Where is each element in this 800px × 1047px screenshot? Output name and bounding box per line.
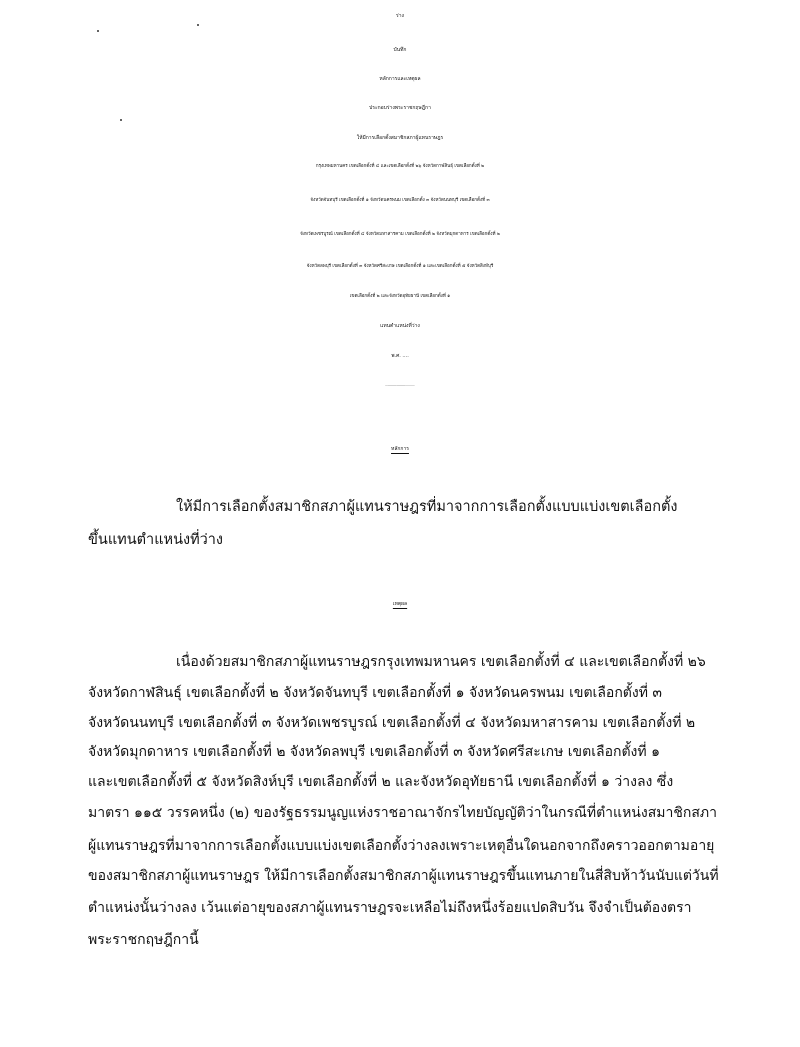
header-divider: ----------------------------- <box>385 383 415 387</box>
reason-line: ของสมาชิกสภาผู้แทนราษฎร ให้มีการเลือกตั้งสมาชิกสภาผู้แทนราษฎรขึ้นแทนภายในสี่สิบห้าวันนับแต่วันที่ <box>88 868 719 884</box>
districts-line-2: จังหวัดจันทบุรี เขตเลือกตั้งที่ ๑ จังหวัดนครพนม เขตเลือกตั้ง ๓ จังหวัดนนทบุรี เขตเลือกตั้งที่ ๓ <box>310 198 490 203</box>
scan-speck <box>97 30 99 32</box>
districts-line-1: กรุงเทพมหานคร เขตเลือกตั้งที่ ๔ และเขตเลือกตั้งที่ ๒๖ จังหวัดกาฬสินธุ์ เขตเลือกตั้งที่ ๒ <box>315 164 485 169</box>
reason-line: จังหวัดนนทบุรี เขตเลือกตั้งที่ ๓ จังหวัดเพชรบูรณ์ เขตเลือกตั้งที่ ๔ จังหวัดมหาสารคาม เขตเลือกตั้งที่ ๒ <box>88 715 696 731</box>
districts-line-4: จังหวัดลพบุรี เขตเลือกตั้งที่ ๓ จังหวัดศรีสะเกษ เขตเลือกตั้งที่ ๑ และเขตเลือกตั้งที่ ๕ จังหวัดสิงห์บุรี <box>306 264 494 269</box>
reason-heading: เหตุผล <box>392 601 408 607</box>
vacancy-line: แทนตำแหน่งที่ว่าง <box>380 323 420 329</box>
accompanying-decree-title: ประกอบร่างพระราชกฤษฎีกา <box>369 105 431 111</box>
principle-line-2: ขึ้นแทนตำแหน่งที่ว่าง <box>88 532 224 548</box>
reason-line: พระราชกฤษฎีกานี้ <box>88 932 199 948</box>
memo-title: บันทึก <box>393 47 407 53</box>
reason-line: ตำแหน่งนั้นว่างลง เว้นแต่อายุของสภาผู้แทนราษฎรจะเหลือไม่ถึงหนึ่งร้อยแปดสิบวัน จึงจำเป็นต้องตรา <box>88 900 692 916</box>
scan-speck <box>120 119 122 121</box>
reason-line: มาตรา ๑๑๕ วรรคหนึ่ง (๒) ของรัฐธรรมนูญแห่งราชอาณาจักรไทยบัญญัติว่าในกรณีที่ตำแหน่งสมาชิกสภา <box>88 805 717 821</box>
reason-line: เนื่องด้วยสมาชิกสภาผู้แทนราษฎรกรุงเทพมหานคร เขตเลือกตั้งที่ ๔ และเขตเลือกตั้งที่ ๒๖ <box>176 654 706 670</box>
principle-heading: หลักการ <box>391 446 409 452</box>
reason-line: จังหวัดมุกดาหาร เขตเลือกตั้งที่ ๒ จังหวัดลพบุรี เขตเลือกตั้งที่ ๓ จังหวัดศรีสะเกษ เขตเลือกตั้งที่ ๑ <box>88 744 660 760</box>
reason-line: ผู้แทนราษฎรที่มาจากการเลือกตั้งแบบแบ่งเขตเลือกตั้งว่างลงเพราะเหตุอื่นใดนอกจากถึงคราวออกตามอายุ <box>88 838 715 854</box>
districts-line-5: เขตเลือกตั้งที่ ๒ และจังหวัดอุทัยธานี เขตเลือกตั้งที่ ๑ <box>349 294 451 299</box>
reason-line: และเขตเลือกตั้งที่ ๕ จังหวัดสิงห์บุรี เขตเลือกตั้งที่ ๒ และจังหวัดอุทัยธานี เขตเลือกตั้งที่ ๑ ว่างลง ซึ่ง <box>88 774 674 790</box>
principle-line-1: ให้มีการเลือกตั้งสมาชิกสภาผู้แทนราษฎรที่มาจากการเลือกตั้งแบบแบ่งเขตเลือกตั้ง <box>176 499 678 515</box>
decree-subject: ให้มีการเลือกตั้งสมาชิกสภาผู้แทนราษฎร <box>356 135 444 141</box>
principles-and-reasons-title: หลักการและเหตุผล <box>379 76 421 82</box>
draft-label: ร่าง <box>396 13 404 19</box>
reason-line: จังหวัดกาฬสินธุ์ เขตเลือกตั้งที่ ๒ จังหวัดจันทบุรี เขตเลือกตั้งที่ ๑ จังหวัดนครพนม เขตเลือกตั้งที่ ๓ <box>88 685 662 701</box>
districts-line-3: จังหวัดเพชรบูรณ์ เขตเลือกตั้งที่ ๔ จังหวัดมหาสารคาม เขตเลือกตั้งที่ ๒ จังหวัดมุกดาหาร เขตเลือกตั้งที่ ๒ <box>300 232 500 237</box>
year-line: พ.ศ. .... <box>391 353 409 359</box>
